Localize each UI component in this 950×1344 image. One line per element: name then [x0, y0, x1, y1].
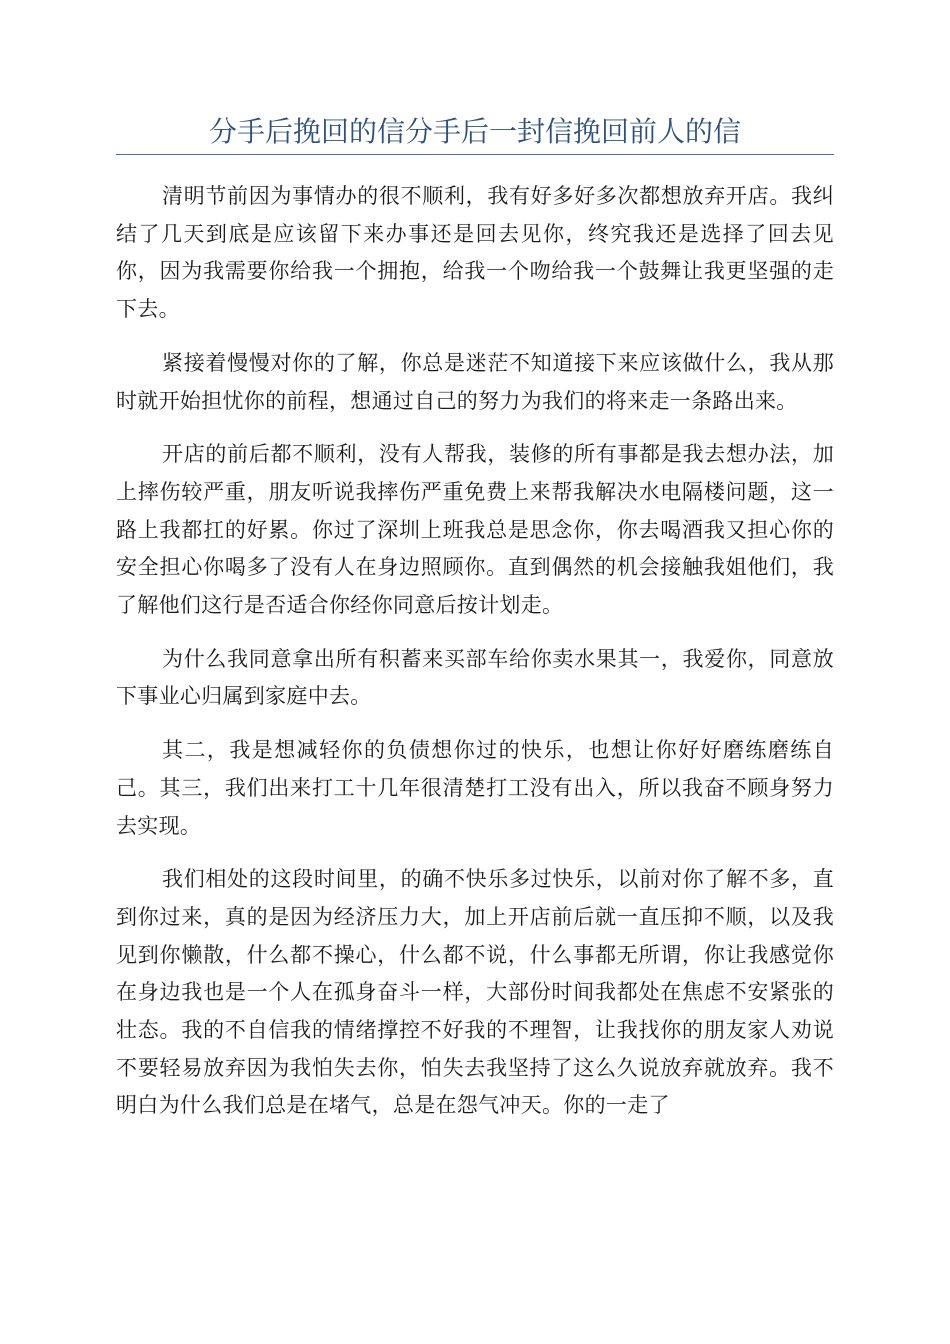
- paragraph-2: 紧接着慢慢对你的了解，你总是迷茫不知道接下来应该做什么，我从那时就开始担忧你的前程，想通过自己的努力为我们的将来走一条路出来。: [116, 350, 834, 413]
- paragraph-3: 开店的前后都不顺利，没有人帮我，装修的所有事都是我去想办法，加上摔伤较严重，朋友听说我摔伤严重免费上来帮我解决水电隔楼问题，这一路上我都扛的好累。你过了深圳上班我总是思念你，你去喝酒我又担心你的安全担心你喝多了没有人在身边照顾你。直到偶然的机会接触我姐他们，我了解他们这行是否适合你经你同意后按计划走。: [116, 442, 834, 618]
- title-underline: [116, 154, 834, 155]
- paragraph-6: 我们相处的这段时间里，的确不快乐多过快乐，以前对你了解不多，直到你过来，真的是因为经济压力大，加上开店前后就一直压抑不顺，以及我见到你懒散，什么都不操心，什么都不说，什么事都无所谓，你让我感觉你在身边我也是一个人在孤身奋斗一样，大部份时间我都处在焦虑不安紧张的壮态。我的不自信我的情绪撑控不好我的不理智，让我找你的朋友家人劝说不要轻易放弃因为我怕失去你，怕失去我坚持了这么久说放弃就放弃。我不明白为什么我们总是在堵气，总是在怨气冲天。你的一走了: [116, 867, 834, 1118]
- paragraph-5: 其二，我是想减轻你的负债想你过的快乐，也想让你好好磨练磨练自己。其三，我们出来打工十几年很清楚打工没有出入，所以我奋不顾身努力去实现。: [116, 738, 834, 838]
- paragraph-1: 清明节前因为事情办的很不顺利，我有好多好多次都想放弃开店。我纠结了几天到底是应该留下来办事还是回去见你，终究我还是选择了回去见你，因为我需要你给我一个拥抱，给我一个吻给我一个鼓舞让我更坚强的走下去。: [116, 184, 834, 322]
- document-title: 分手后挽回的信分手后一封信挽回前人的信: [208, 115, 741, 148]
- document-body: [116, 178, 834, 1141]
- paragraph-4: 为什么我同意拿出所有积蓄来买部车给你卖水果其一，我爱你，同意放下事业心归属到家庭中去。: [116, 646, 834, 709]
